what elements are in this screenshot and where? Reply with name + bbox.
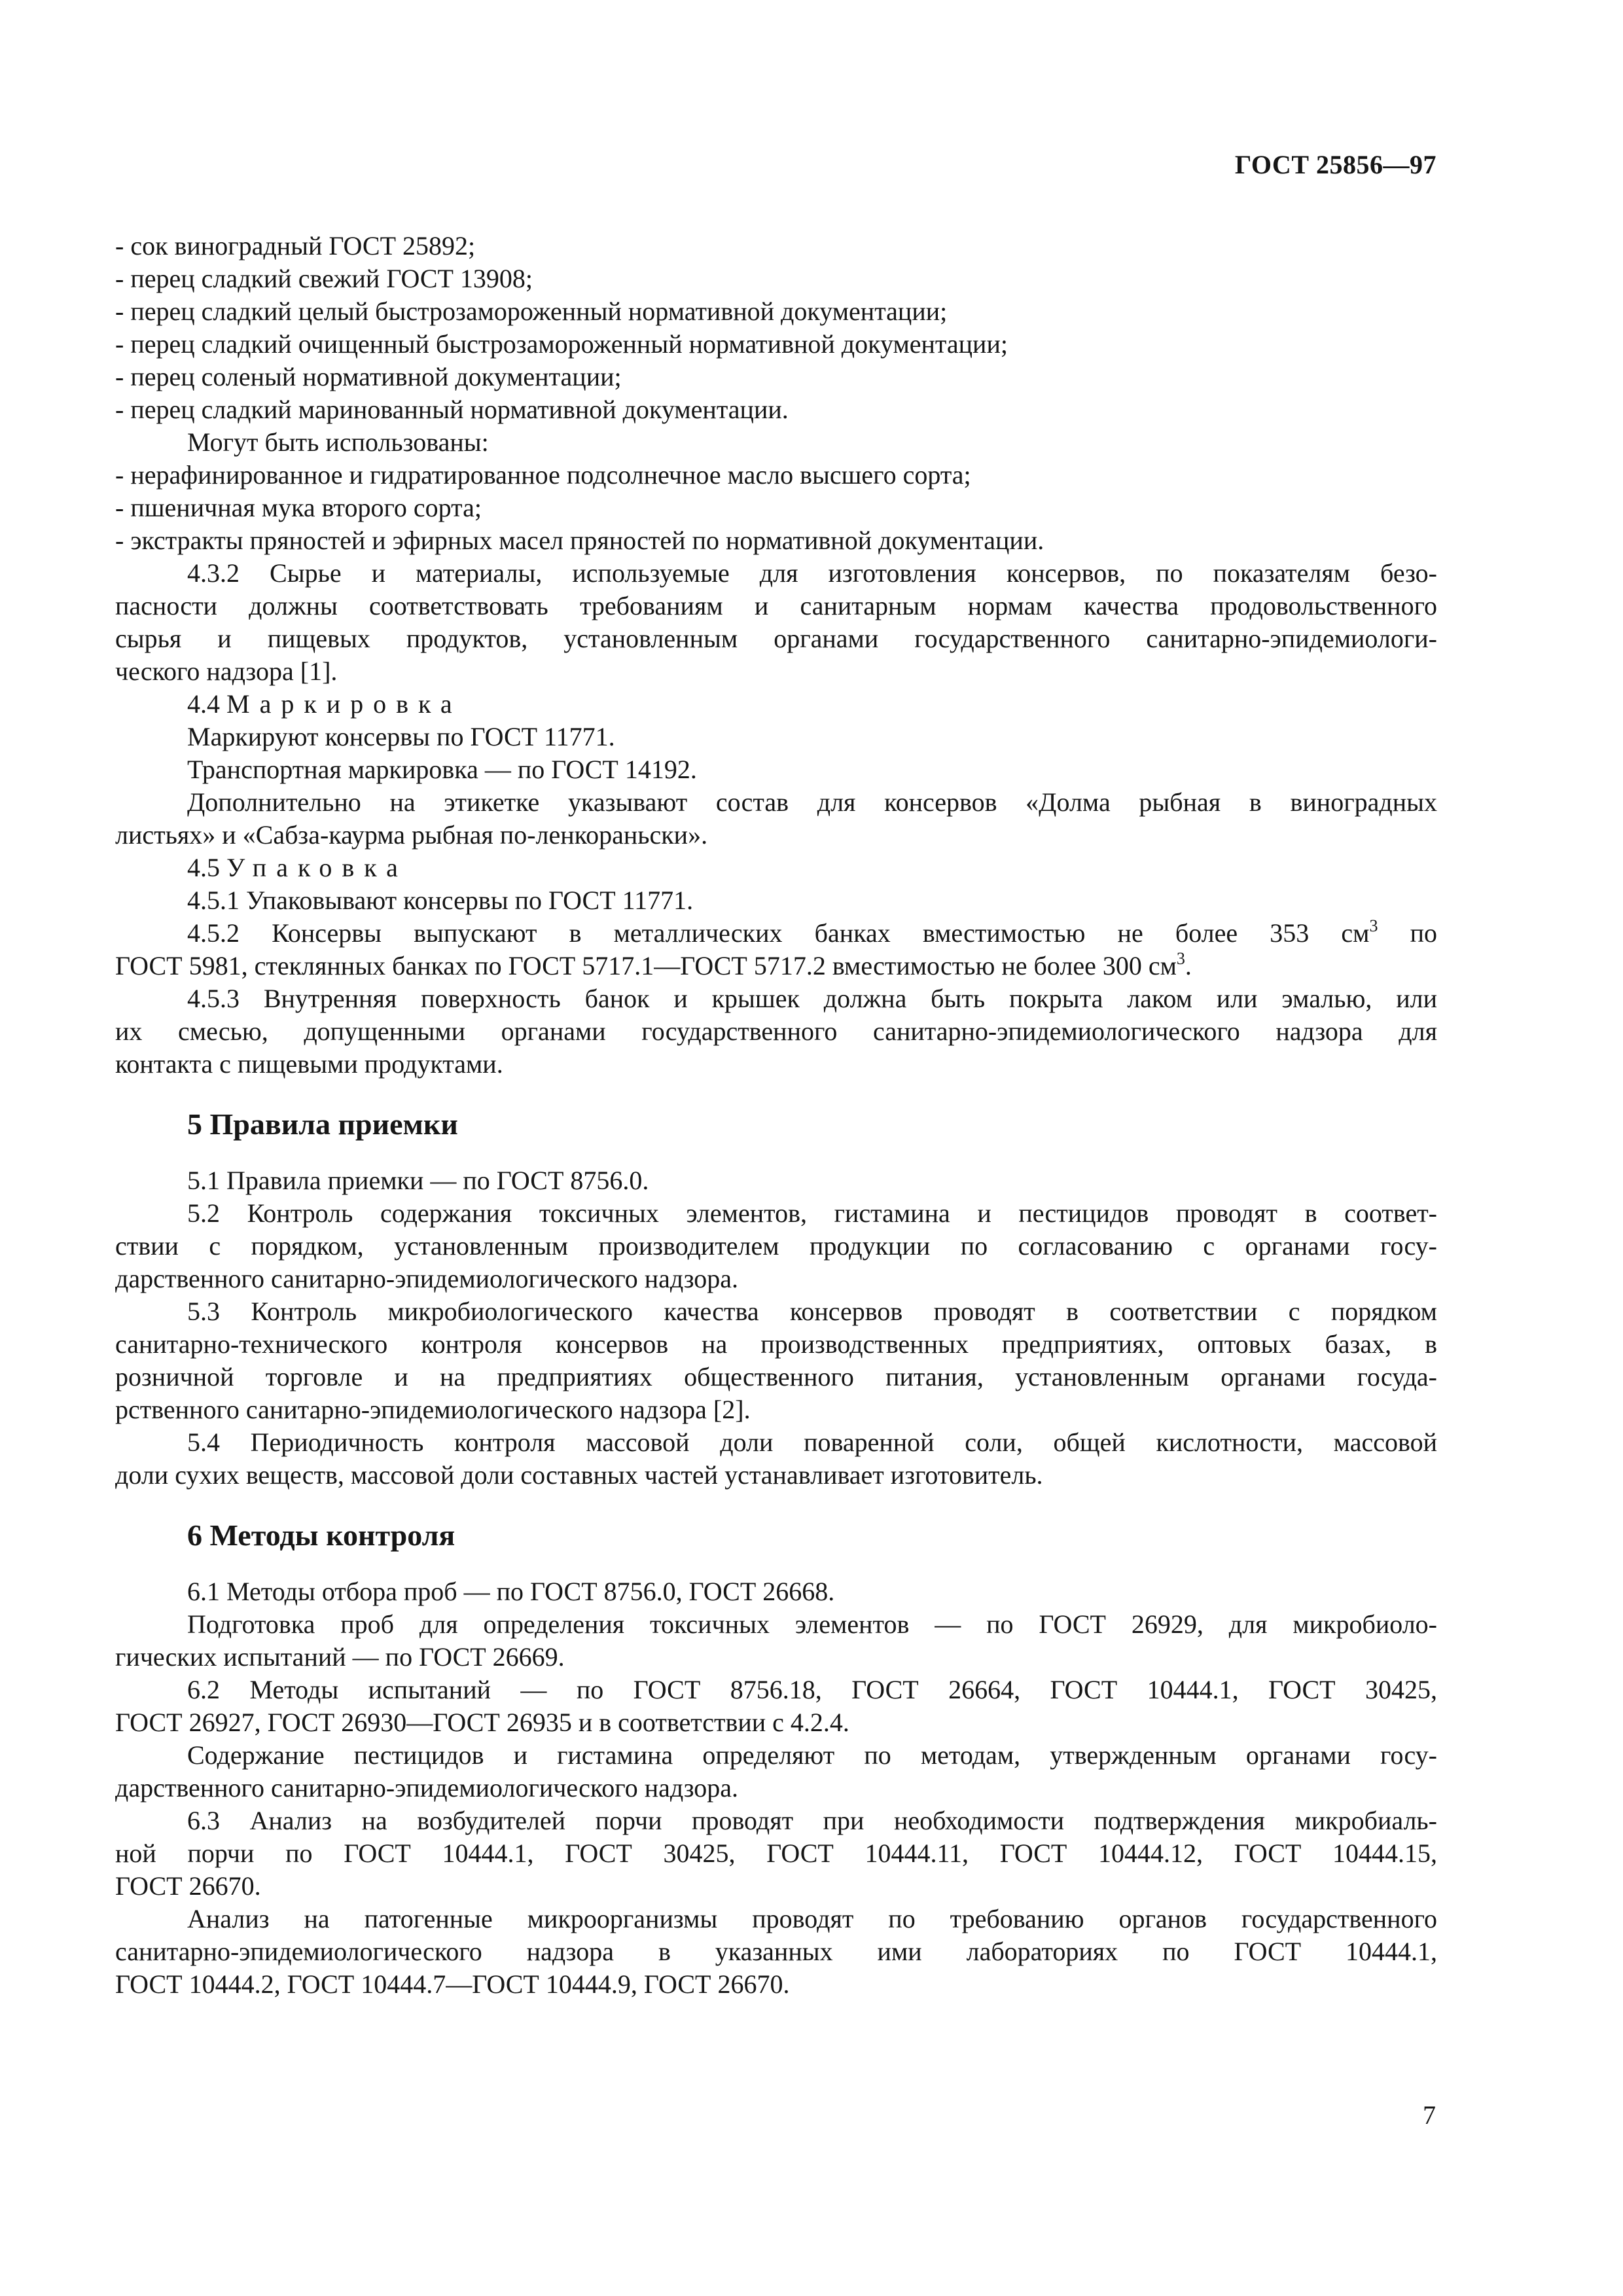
paragraph-line: 4.5.3 Внутренняя поверхность банок и крышек должна быть покрыта лаком или эмалью, или <box>187 984 1437 1013</box>
paragraph-line: санитарно-технического контроля консервов на производственных предприятиях, оптовых базах, в <box>115 1329 1437 1359</box>
paragraph-line: ческого надзора [1]. <box>115 656 338 686</box>
paragraph-line: ГОСТ 26670. <box>115 1871 261 1901</box>
paragraph-line: сырья и пищевых продуктов, установленным органами государственного санитарно-эпидемиологи- <box>115 624 1437 653</box>
list-item: - перец сладкий очищенный быстрозамороженный нормативной документации; <box>115 329 1008 359</box>
paragraph-line: дарственного санитарно-эпидемиологического надзора. <box>115 1264 739 1293</box>
paragraph-line: Дополнительно на этикетке указывают состав для консервов «Долма рыбная в виноградных <box>187 787 1437 817</box>
paragraph-line: пасности должны соответствовать требованиям и санитарным нормам качества продовольственного <box>115 591 1437 620</box>
paragraph-line <box>115 950 1437 982</box>
paragraph-line: рственного санитарно-эпидемиологического надзора [2]. <box>115 1395 751 1424</box>
text-run: . <box>1185 951 1192 980</box>
paragraph-line: 6.2 Методы испытаний — по ГОСТ 8756.18, ГОСТ 26664, ГОСТ 10444.1, ГОСТ 30425, <box>187 1675 1437 1704</box>
paragraph-line: Транспортная маркировка — по ГОСТ 14192. <box>187 755 697 784</box>
section-heading: 5 Правила приемки <box>187 1107 458 1141</box>
superscript: 3 <box>1369 916 1378 935</box>
paragraph-line: гических испытаний — по ГОСТ 26669. <box>115 1642 565 1672</box>
list-item: - нерафинированное и гидратированное подсолнечное масло высшего сорта; <box>115 460 971 490</box>
paragraph-line <box>115 917 1437 950</box>
paragraph-line: контакта с пищевыми продуктами. <box>115 1049 503 1079</box>
text-run: по <box>1378 918 1438 948</box>
list-item: - перец сладкий целый быстрозамороженный нормативной документации; <box>115 296 948 326</box>
document-body <box>115 230 1437 2001</box>
paragraph-line: ствии с порядком, установленным производителем продукции по согласованию с органами госу- <box>115 1231 1437 1261</box>
subsection-number: 4.4 <box>187 689 220 719</box>
paragraph-line: ГОСТ 26927, ГОСТ 26930—ГОСТ 26935 и в соответствии с 4.2.4. <box>115 1708 849 1737</box>
paragraph-line: их смесью, допущенными органами государственного санитарно-эпидемиологического надзора для <box>115 1016 1437 1046</box>
list-item: - перец соленый нормативной документации; <box>115 362 622 391</box>
paragraph-line: 4.5.1 Упаковывают консервы по ГОСТ 11771. <box>187 886 694 915</box>
list-item: - пшеничная мука второго сорта; <box>115 493 482 522</box>
subsection-title: Маркировка <box>226 689 462 719</box>
paragraph-line: Подготовка проб для определения токсичных элементов — по ГОСТ 26929, для микробиоло- <box>187 1609 1437 1639</box>
subsection-title: Упаковка <box>226 853 408 882</box>
paragraph-line: доли сухих веществ, массовой доли составных частей устанавливает изготовитель. <box>115 1460 1043 1490</box>
paragraph-line: Содержание пестицидов и гистамина определяют по методам, утвержденным органами госу- <box>187 1740 1437 1770</box>
list-item: - экстракты пряностей и эфирных масел пряностей по нормативной документации. <box>115 526 1044 555</box>
paragraph-line: 6.1 Методы отбора проб — по ГОСТ 8756.0, ГОСТ 26668. <box>187 1577 835 1606</box>
paragraph-line: ной порчи по ГОСТ 10444.1, ГОСТ 30425, ГОСТ 10444.11, ГОСТ 10444.12, ГОСТ 10444.15, <box>115 1839 1437 1868</box>
paragraph-line: санитарно-эпидемиологического надзора в указанных ими лабораториях по ГОСТ 10444.1, <box>115 1937 1437 1966</box>
subsection-number: 4.5 <box>187 853 220 882</box>
paragraph-line: Могут быть использованы: <box>187 427 489 457</box>
paragraph-line: 4.3.2 Сырье и материалы, используемые для изготовления консервов, по показателям безо- <box>187 558 1437 588</box>
paragraph-line: розничной торговле и на предприятиях общественного питания, установленным органами госуда- <box>115 1362 1437 1391</box>
list-item: - сок виноградный ГОСТ 25892; <box>115 231 476 260</box>
paragraph-line: 5.3 Контроль микробиологического качества консервов проводят в соответствии с порядком <box>187 1297 1437 1326</box>
paragraph-line: дарственного санитарно-эпидемиологического надзора. <box>115 1773 739 1803</box>
section-heading: 6 Методы контроля <box>187 1518 455 1552</box>
paragraph-line: 5.4 Периодичность контроля массовой доли поваренной соли, общей кислотности, массовой <box>187 1427 1437 1457</box>
paragraph-line: Маркируют консервы по ГОСТ 11771. <box>187 722 615 751</box>
document-header: ГОСТ 25856—97 <box>1234 150 1436 179</box>
page-number: 7 <box>1423 2100 1436 2130</box>
text-run: 4.5.2 Консервы выпускают в металлических банках вместимостью не более 353 см <box>187 918 1370 948</box>
paragraph-line: 6.3 Анализ на возбудителей порчи проводят при необходимости подтверждения микробиаль- <box>187 1806 1437 1835</box>
paragraph-line: Анализ на патогенные микроорганизмы проводят по требованию органов государственного <box>187 1904 1437 1933</box>
superscript: 3 <box>1176 949 1185 968</box>
subsection-heading <box>115 688 1437 721</box>
paragraph-line: ГОСТ 10444.2, ГОСТ 10444.7—ГОСТ 10444.9, ГОСТ 26670. <box>115 1969 790 1999</box>
subsection-heading <box>115 852 1437 884</box>
text-run: ГОСТ 5981, стеклянных банках по ГОСТ 5717.1—ГОСТ 5717.2 вместимостью не более 300 см <box>115 951 1177 980</box>
paragraph-line: листьях» и «Сабза-каурма рыбная по-ленкораньски». <box>115 820 708 850</box>
paragraph-line: 5.1 Правила приемки — по ГОСТ 8756.0. <box>187 1166 649 1195</box>
paragraph-line: 5.2 Контроль содержания токсичных элементов, гистамина и пестицидов проводят в соответ- <box>187 1198 1437 1228</box>
list-item: - перец сладкий свежий ГОСТ 13908; <box>115 264 533 293</box>
list-item: - перец сладкий маринованный нормативной документации. <box>115 395 789 424</box>
